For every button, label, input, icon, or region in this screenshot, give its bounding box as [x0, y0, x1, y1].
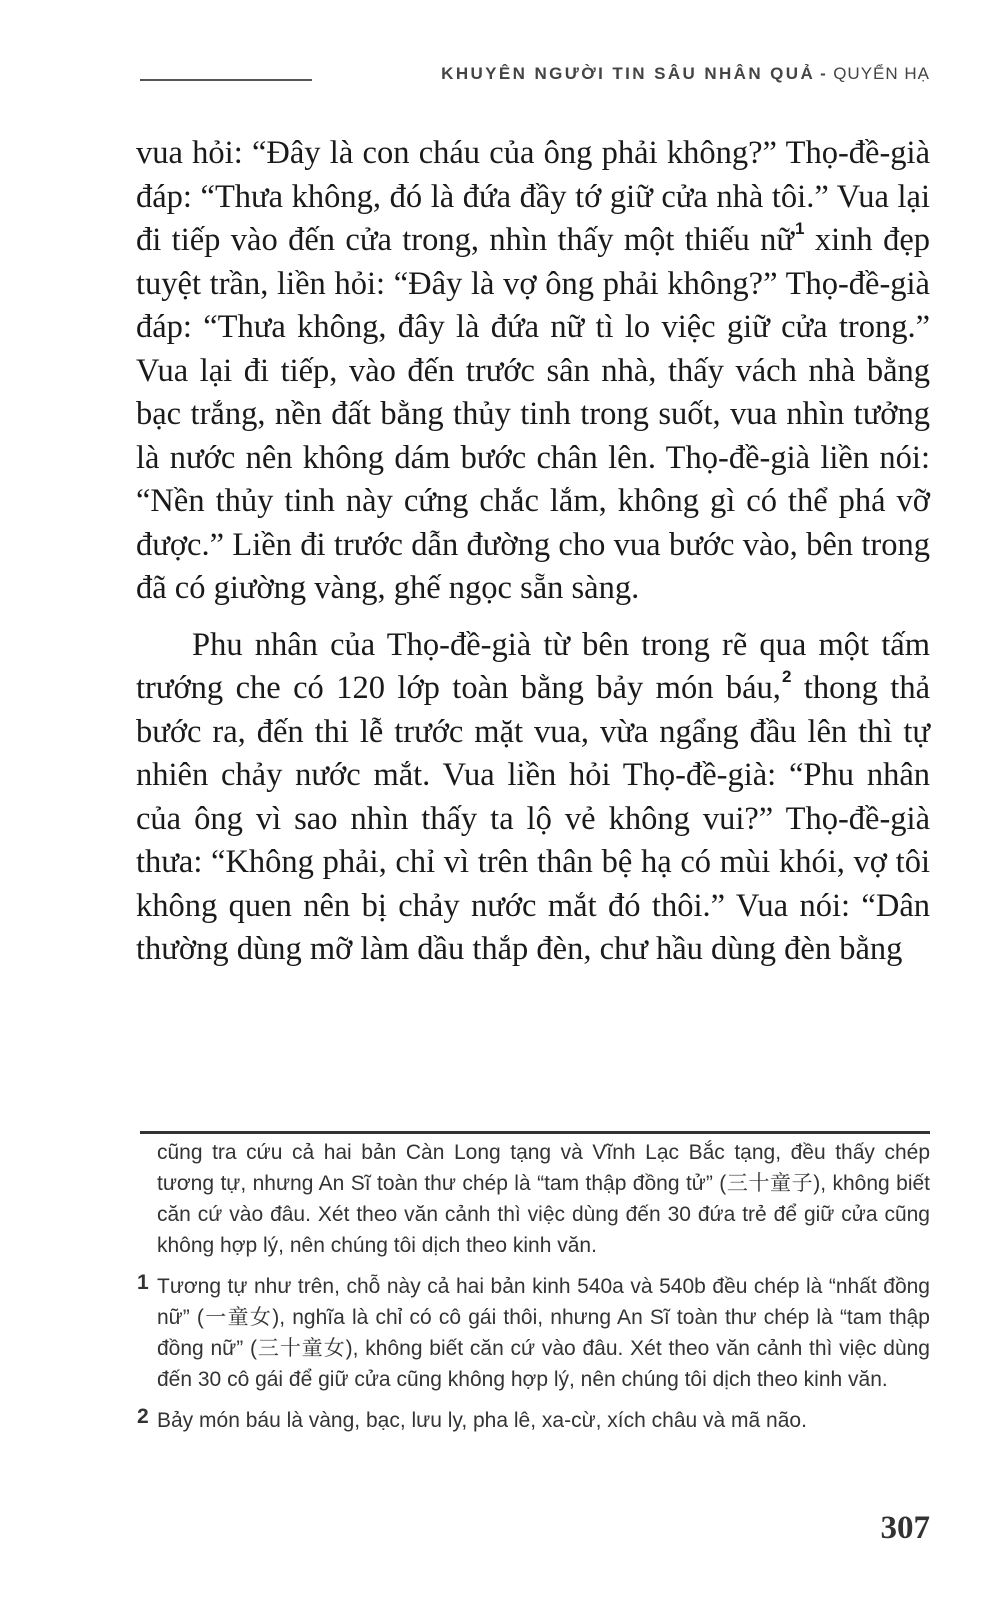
footnote-text: Tương tự như trên, chỗ này cả hai bản kinh 540a và 540b đều chép là “nhất đồng nữ” (一童女), nghĩa là chỉ có cô gái thôi, nhưng An Sĩ toàn thư chép là “tam thập đồng nữ” (三十童女), không biết căn cứ vào đâu. Xét theo văn cảnh thì việc dùng đến 30 cô gái để giữ cửa cũng không hợp lý, nên chúng tôi dịch theo kinh văn. — [157, 1275, 930, 1391]
footnote-text: Bảy món báu là vàng, bạc, lưu ly, pha lê, xa-cừ, xích châu và mã não. — [157, 1409, 807, 1432]
paragraph-text: thong thả bước ra, đến thi lễ trước mặt vua, vừa ngẩng đầu lên thì tự nhiên chảy nước mắt. Vua liền hỏi Thọ-đề-già: “Phu nhân của ông vì sao nhìn thấy ta lộ vẻ không vui?” Thọ-đề-già thưa: “Không phải, chỉ vì trên thân bệ hạ có mùi khói, vợ tôi không quen nên bị chảy nước mắt đó thôi.” Vua nói: “Dân thường dùng mỡ làm dầu thắp đèn, chư hầu dùng đèn bằng — [136, 670, 931, 967]
footnote-rule — [140, 1131, 930, 1134]
footnote-ref-1[interactable]: 1 — [795, 218, 805, 238]
header-rule — [140, 79, 312, 81]
footnotes — [137, 1137, 930, 1436]
paragraph — [136, 624, 930, 972]
body-text — [136, 132, 930, 972]
book-title: KHUYÊN NGƯỜI TIN SÂU NHÂN QUẢ — [441, 64, 816, 83]
paragraph-text: Phu nhân của Thọ-đề-già từ bên trong rẽ qua một tấm trướng che có 120 lớp toàn bằng bảy món báu, — [136, 626, 930, 706]
volume-label: QUYỂN HẠ — [833, 64, 930, 83]
running-head — [441, 64, 930, 84]
footnote-mark: 2 — [137, 1405, 149, 1428]
paragraph — [136, 132, 930, 611]
footnote-continued: cũng tra cứu cả hai bản Càn Long tạng và Vĩnh Lạc Bắc tạng, đều thấy chép tương tự, nhưng An Sĩ toàn thư chép là “tam thập đồng tử” (三十童子), không biết căn cứ vào đâu. Xét theo văn cảnh thì việc dùng đến 30 đứa trẻ để giữ cửa cũng không hợp lý, nên chúng tôi dịch theo kinh văn. — [157, 1141, 930, 1257]
footnote-ref-2[interactable]: 2 — [781, 666, 792, 686]
page-number: 307 — [880, 1510, 930, 1546]
footnote-2 — [137, 1405, 930, 1436]
footnote-1 — [137, 1271, 930, 1395]
paragraph-text: vua hỏi: “Đây là con cháu của ông phải không?” Thọ-đề-già đáp: “Thưa không, đó là đứa đầy tớ giữ cửa nhà tôi.” Vua lại đi tiếp vào đến cửa trong, nhìn thấy một thiếu nữ — [136, 135, 930, 258]
footnote-mark: 1 — [137, 1271, 149, 1294]
paragraph-text: xinh đẹp tuyệt trần, liền hỏi: “Đây là vợ ông phải không?” Thọ-đề-già đáp: “Thưa không, đây là đứa nữ tì lo việc giữ cửa trong.” Vua lại đi tiếp, vào đến trước sân nhà, thấy vách nhà bằng bạc trắng, nền đất bằng thủy tinh trong suốt, vua nhìn tưởng là nước nên không dám bước chân lên. Thọ-đề-già liền nói: “Nền thủy tinh này cứng chắc lắm, không gì có thể phá vỡ được.” Liền đi trước dẫn đường cho vua bước vào, bên trong đã có giường vàng, ghế ngọc sẵn sàng. — [136, 222, 930, 606]
header-separator: - — [820, 64, 829, 83]
